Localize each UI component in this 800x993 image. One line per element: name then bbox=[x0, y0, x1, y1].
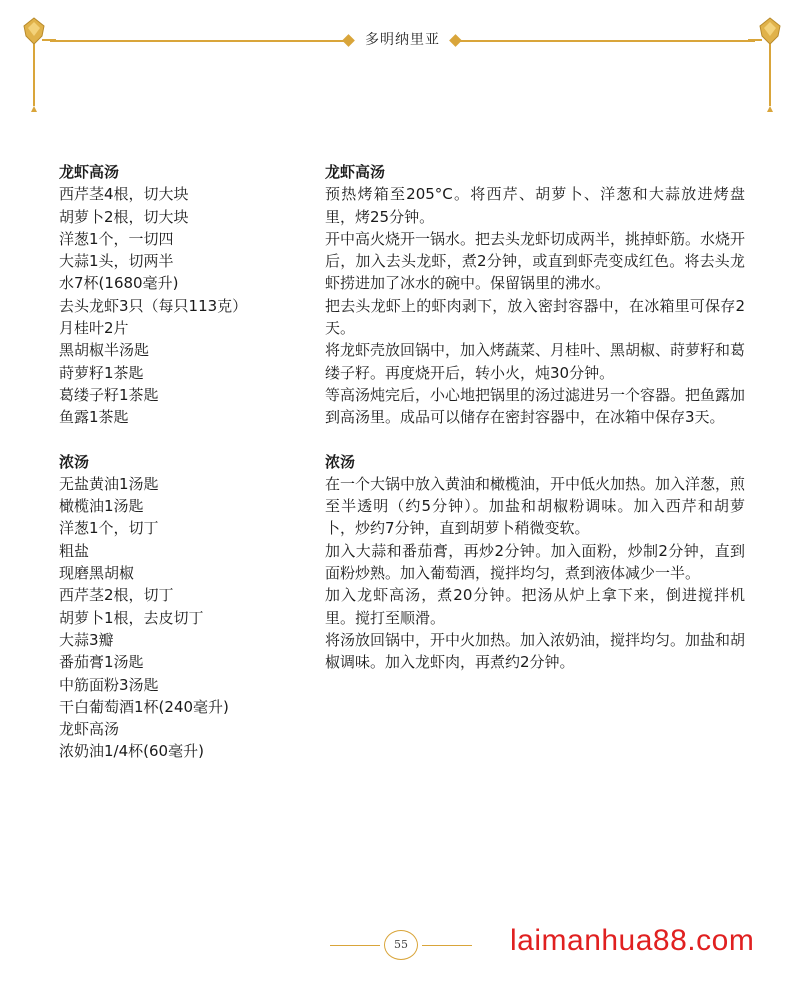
stock-ingredient: 水7杯(1680毫升) bbox=[59, 274, 179, 293]
soup-ingredient: 干白葡萄酒1杯(240毫升) bbox=[59, 697, 229, 716]
header-rule-right bbox=[455, 40, 755, 42]
soup-ingredient: 西芹茎2根，切丁 bbox=[59, 586, 174, 605]
stock-ingredient: 莳萝籽1茶匙 bbox=[59, 363, 144, 382]
instructions-column bbox=[325, 161, 745, 674]
ingredients-column bbox=[59, 161, 299, 763]
stock-step: 等高汤炖完后，小心地把锅里的汤过滤进另一个容器。把鱼露加到高汤里。成品可以储存在密封容器中，在冰箱中保存3天。 bbox=[325, 385, 746, 427]
soup-ingredient: 番茄膏1汤匙 bbox=[59, 653, 144, 672]
stock-ingredient: 鱼露1茶匙 bbox=[59, 408, 129, 427]
page-header-title: 多明纳里亚 bbox=[365, 32, 440, 48]
stock-ingredient: 葛缕子籽1茶匙 bbox=[59, 385, 159, 404]
page-number: 55 bbox=[384, 930, 418, 960]
stock-ingredients-title: 龙虾高汤 bbox=[59, 163, 120, 181]
soup-ingredient: 现磨黑胡椒 bbox=[59, 564, 135, 583]
stock-ingredient: 大蒜1头，切两半 bbox=[59, 252, 174, 271]
stock-ingredient: 去头龙虾3只（每只113克） bbox=[59, 296, 248, 315]
corner-ornament-right-icon bbox=[748, 14, 792, 114]
page-number-rule-left bbox=[330, 945, 380, 946]
soup-ingredient: 中筋面粉3汤匙 bbox=[59, 675, 159, 694]
stock-step: 将龙虾壳放回锅中，加入烤蔬菜、月桂叶、黑胡椒、莳萝籽和葛缕子籽。再度烧开后，转小火，炖30分钟。 bbox=[325, 341, 746, 382]
soup-ingredients-title: 浓汤 bbox=[59, 452, 90, 471]
soup-step: 在一个大锅中放入黄油和橄榄油，开中低火加热。加入洋葱，煎至半透明（约5分钟）。加盐和胡椒粉调味。加入西芹和胡萝卜，炒约7分钟，直到胡萝卜稍微变软。 bbox=[325, 474, 746, 538]
watermark-text: laimanhua88.com bbox=[510, 924, 755, 957]
header-rule-left bbox=[50, 40, 350, 42]
stock-ingredient: 西芹茎4根，切大块 bbox=[59, 185, 189, 204]
corner-ornament-left-icon bbox=[12, 14, 56, 114]
soup-instructions-title: 浓汤 bbox=[325, 452, 356, 471]
soup-ingredient: 胡萝卜1根，去皮切丁 bbox=[59, 608, 204, 627]
page-number-rule-right bbox=[422, 945, 472, 946]
soup-ingredient: 无盐黄油1汤匙 bbox=[59, 474, 159, 493]
stock-ingredient: 黑胡椒半汤匙 bbox=[59, 341, 150, 360]
stock-step: 开中高火烧开一锅水。把去头龙虾切成两半，挑掉虾筋。水烧开后，加入去头龙虾，煮2分钟，或直到虾壳变成红色。将去头龙虾捞进加了冰水的碗中。保留锅里的沸水。 bbox=[325, 229, 746, 293]
soup-ingredient: 粗盐 bbox=[59, 541, 90, 560]
soup-ingredient: 橄榄油1汤匙 bbox=[59, 497, 144, 516]
soup-step: 加入龙虾高汤，煮20分钟。把汤从炉上拿下来，倒进搅拌机里。搅打至顺滑。 bbox=[325, 586, 745, 627]
stock-step: 把去头龙虾上的虾肉剥下，放入密封容器中，在冰箱里可保存2天。 bbox=[325, 296, 745, 338]
stock-instructions-title: 龙虾高汤 bbox=[325, 163, 386, 181]
soup-ingredient: 洋葱1个，切丁 bbox=[59, 519, 159, 538]
soup-ingredient: 龙虾高汤 bbox=[59, 720, 120, 739]
stock-step: 预热烤箱至205°C。将西芹、胡萝卜、洋葱和大蒜放进烤盘里，烤25分钟。 bbox=[325, 185, 745, 226]
stock-ingredient: 洋葱1个，一切四 bbox=[59, 229, 174, 248]
stock-ingredient: 胡萝卜2根，切大块 bbox=[59, 207, 189, 226]
soup-ingredient: 大蒜3瓣 bbox=[59, 630, 114, 649]
soup-ingredient: 浓奶油1/4杯(60毫升) bbox=[59, 742, 204, 761]
stock-ingredient: 月桂叶2片 bbox=[59, 319, 129, 338]
soup-step: 加入大蒜和番茄膏，再炒2分钟。加入面粉，炒制2分钟，直到面粉炒熟。加入葡萄酒，搅拌均匀，煮到液体减少一半。 bbox=[325, 541, 745, 583]
soup-step: 将汤放回锅中，开中火加热。加入浓奶油，搅拌均匀。加盐和胡椒调味。加入龙虾肉，再煮约2分钟。 bbox=[325, 630, 746, 672]
